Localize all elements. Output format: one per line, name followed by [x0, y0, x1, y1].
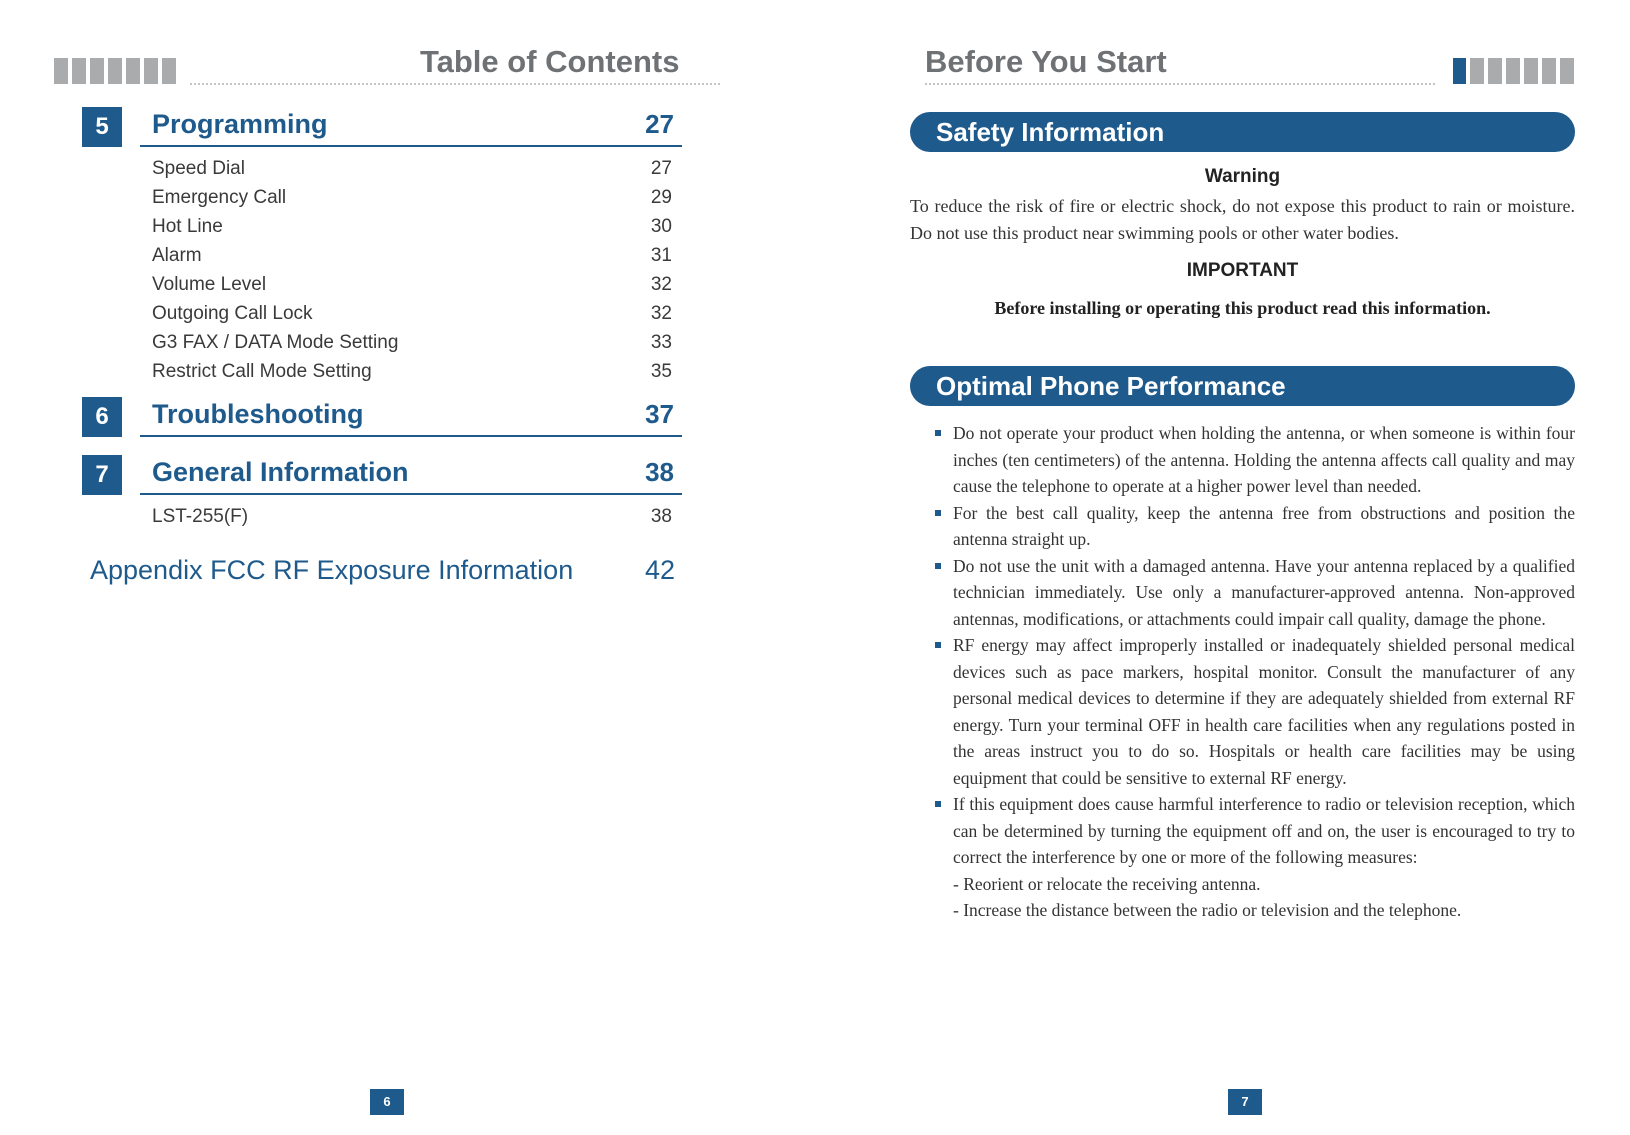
- toc-item-page: 32: [650, 274, 672, 295]
- toc-item-page: 32: [650, 303, 672, 324]
- chapter-number-badge: 7: [82, 455, 122, 495]
- list-item-text: If this equipment does cause harmful interference to radio or television reception, which can be determined by turning the equipment off and on, the user is encouraged to try to correct the interference by one or more of the following measures:: [953, 794, 1575, 867]
- toc-item[interactable]: [152, 187, 672, 209]
- page-number-badge: 6: [370, 1089, 404, 1115]
- toc-item[interactable]: [152, 274, 672, 296]
- chapter-title: Programming: [152, 109, 328, 139]
- list-item: [935, 553, 1575, 633]
- toc-item[interactable]: [152, 303, 672, 325]
- bullet-square-icon: [935, 430, 941, 436]
- toc-appendix[interactable]: [90, 555, 675, 586]
- chapter-page: 27: [645, 109, 674, 139]
- page-title: Before You Start: [925, 44, 1167, 79]
- bullet-square-icon: [935, 563, 941, 569]
- sub-list-item: - Increase the distance between the radio or television and the telephone.: [953, 900, 1462, 920]
- right-page: [815, 0, 1630, 1135]
- appendix-page: 42: [644, 555, 675, 585]
- toc-item-label: G3 FAX / DATA Mode Setting: [152, 332, 399, 353]
- warning-text: To reduce the risk of fire or electric shock, do not expose this product to rain or moisture. Do not use this product near swimming pools or other water bodies.: [910, 196, 1575, 243]
- toc-item-page: 30: [650, 216, 672, 237]
- toc-item-page: 33: [650, 332, 672, 353]
- bullet-square-icon: [935, 642, 941, 648]
- toc-item[interactable]: [152, 158, 672, 180]
- list-item-text: RF energy may affect improperly installed or inadequately shielded personal medical devices such as pace markers, hospital monitor. Consult the manufacturer of any personal medical devices to determine if they are adequately shielded from external RF energy. Turn your terminal OFF in health care facilities when any regulations posted in the areas instruct you to do so. Hospitals or health care facilities may be using equipment that could be sensitive to external RF energy.: [953, 635, 1575, 788]
- chapter-number-badge: 6: [82, 397, 122, 437]
- chapter-rule: [140, 145, 682, 147]
- header-dotted-rule: [190, 83, 720, 85]
- performance-bullet-list: [935, 420, 1575, 924]
- list-item: [935, 632, 1575, 791]
- toc-item-label: Hot Line: [152, 216, 223, 237]
- header-bars-decoration: [1453, 58, 1574, 84]
- section-heading-optimal: Optimal Phone Performance: [910, 366, 1575, 406]
- page-number-badge: 7: [1228, 1089, 1262, 1115]
- chapter-rule: [140, 435, 682, 437]
- chapter-title: General Information: [152, 457, 409, 487]
- appendix-label: Appendix FCC RF Exposure Information: [90, 555, 574, 585]
- toc-item-label: Volume Level: [152, 274, 267, 295]
- bullet-square-icon: [935, 510, 941, 516]
- important-text: Before installing or operating this product read this information.: [994, 298, 1491, 318]
- important-heading: IMPORTANT: [1186, 260, 1299, 281]
- page-title: Table of Contents: [420, 44, 680, 79]
- list-item: [935, 420, 1575, 500]
- toc-item[interactable]: [152, 361, 672, 383]
- chapter-number-badge: 5: [82, 107, 122, 147]
- chapter-page: 37: [645, 399, 674, 429]
- toc-item-label: Restrict Call Mode Setting: [152, 361, 372, 382]
- header-bars-decoration: [54, 58, 176, 84]
- chapter-rule: [140, 493, 682, 495]
- chapter-page: 38: [645, 457, 674, 487]
- toc-item-page: 27: [650, 158, 672, 179]
- list-item-text: Do not use the unit with a damaged antenna. Have your antenna replaced by a qualified technician immediately. Use only a manufacturer-approved antenna. Non-approved antennas, modifications, or attachments could impair call quality, damage the phone.: [953, 555, 1575, 629]
- header-dotted-rule: [925, 83, 1435, 85]
- bullet-square-icon: [935, 801, 941, 807]
- toc-item[interactable]: [152, 332, 672, 354]
- sub-list-item: - Reorient or relocate the receiving antenna.: [953, 873, 1261, 894]
- toc-item-page: 29: [650, 187, 672, 208]
- toc-item-label: Speed Dial: [152, 158, 245, 179]
- toc-item-page: 31: [650, 245, 672, 266]
- toc-item-label: Outgoing Call Lock: [152, 303, 313, 324]
- chapter-title: Troubleshooting: [152, 399, 364, 429]
- section-heading-safety: Safety Information: [910, 112, 1575, 152]
- toc-item-label: Alarm: [152, 245, 202, 266]
- toc-item-label: LST-255(F): [152, 506, 249, 527]
- list-item: [935, 791, 1575, 871]
- toc-item[interactable]: [152, 245, 672, 267]
- warning-heading: Warning: [1204, 166, 1281, 187]
- toc-item-page: 38: [650, 506, 672, 527]
- toc-item-page: 35: [650, 361, 672, 382]
- toc-item[interactable]: [152, 506, 672, 528]
- toc-item-label: Emergency Call: [152, 187, 287, 208]
- list-item: [935, 500, 1575, 553]
- toc-item[interactable]: [152, 216, 672, 238]
- list-item-text: Do not operate your product when holding the antenna, or when someone is within four inches (ten centimeters) of the antenna. Holding the antenna affects call quality and may cause the telephone to operate at a higher power level than needed.: [953, 423, 1575, 496]
- list-item-text: For the best call quality, keep the antenna free from obstructions and position the antenna straight up.: [953, 502, 1575, 549]
